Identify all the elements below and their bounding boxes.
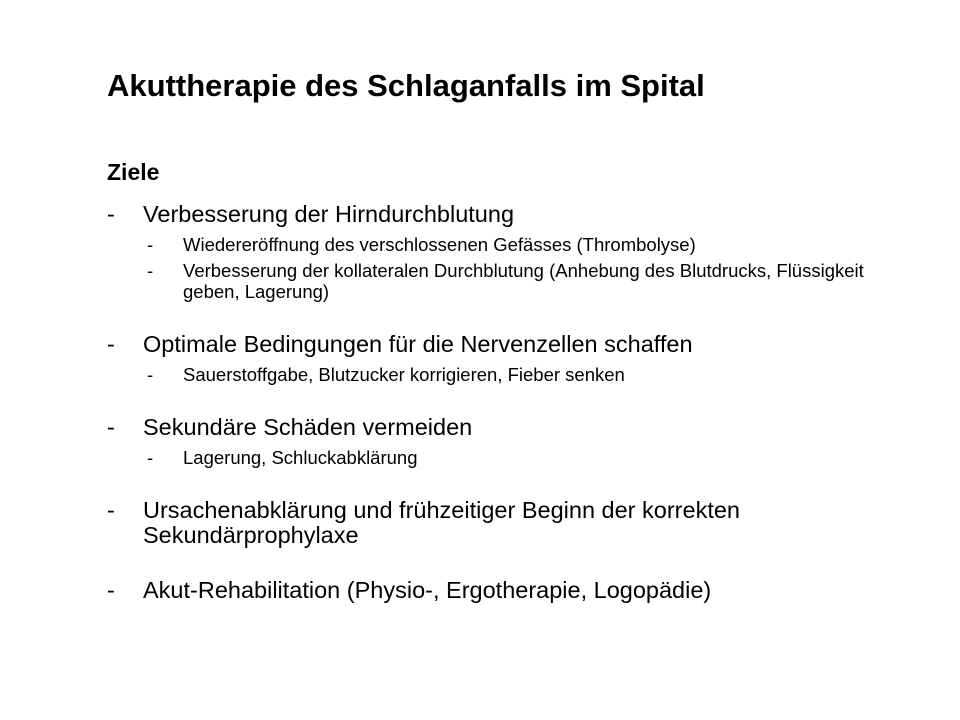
list-item-text: Akut-Rehabilitation (Physio-, Ergotherapie, Logopädie) xyxy=(143,577,712,603)
list-item-text: Sekundäre Schäden vermeiden xyxy=(143,414,473,440)
list-item-text: Optimale Bedingungen für die Nervenzellen schaffen xyxy=(143,331,693,357)
sub-list-item xyxy=(147,260,897,302)
sub-list-item-text: Wiedereröffnung des verschlossenen Gefässes (Thrombolyse) xyxy=(183,234,696,255)
bullet-dash: - xyxy=(107,414,115,440)
bullet-dash: - xyxy=(147,234,154,255)
bullet-dash: - xyxy=(107,201,115,227)
list-item xyxy=(107,415,897,468)
list-item-text: Verbesserung der Hirndurchblutung xyxy=(143,201,515,227)
sub-list xyxy=(147,447,897,468)
slide-title: Akuttherapie des Schlaganfalls im Spital xyxy=(107,68,705,103)
sub-list-item xyxy=(147,447,897,468)
sub-list-item xyxy=(147,234,897,255)
sub-list xyxy=(147,364,897,385)
list-item xyxy=(107,202,897,302)
bullet-list xyxy=(107,202,897,603)
sub-list-item-text: Verbesserung der kollateralen Durchblutung (Anhebung des Blutdrucks, Flüssigkeit geben, Lagerung) xyxy=(183,260,864,302)
list-item xyxy=(107,498,897,548)
bullet-dash: - xyxy=(147,260,154,281)
sub-list-item xyxy=(147,364,897,385)
list-item xyxy=(107,578,897,603)
bullet-dash: - xyxy=(147,447,154,468)
list-item xyxy=(107,332,897,385)
sub-list-item-text: Sauerstoffgabe, Blutzucker korrigieren, Fieber senken xyxy=(183,364,625,385)
bullet-dash: - xyxy=(107,331,115,357)
bullet-dash: - xyxy=(107,497,115,523)
sub-list-item-text: Lagerung, Schluckabklärung xyxy=(183,447,418,468)
sub-list xyxy=(147,234,897,302)
bullet-dash: - xyxy=(107,577,115,603)
section-heading: Ziele xyxy=(107,159,160,185)
bullet-dash: - xyxy=(147,364,154,385)
list-item-text: Ursachenabklärung und frühzeitiger Beginn der korrekten Sekundärprophylaxe xyxy=(143,497,740,548)
